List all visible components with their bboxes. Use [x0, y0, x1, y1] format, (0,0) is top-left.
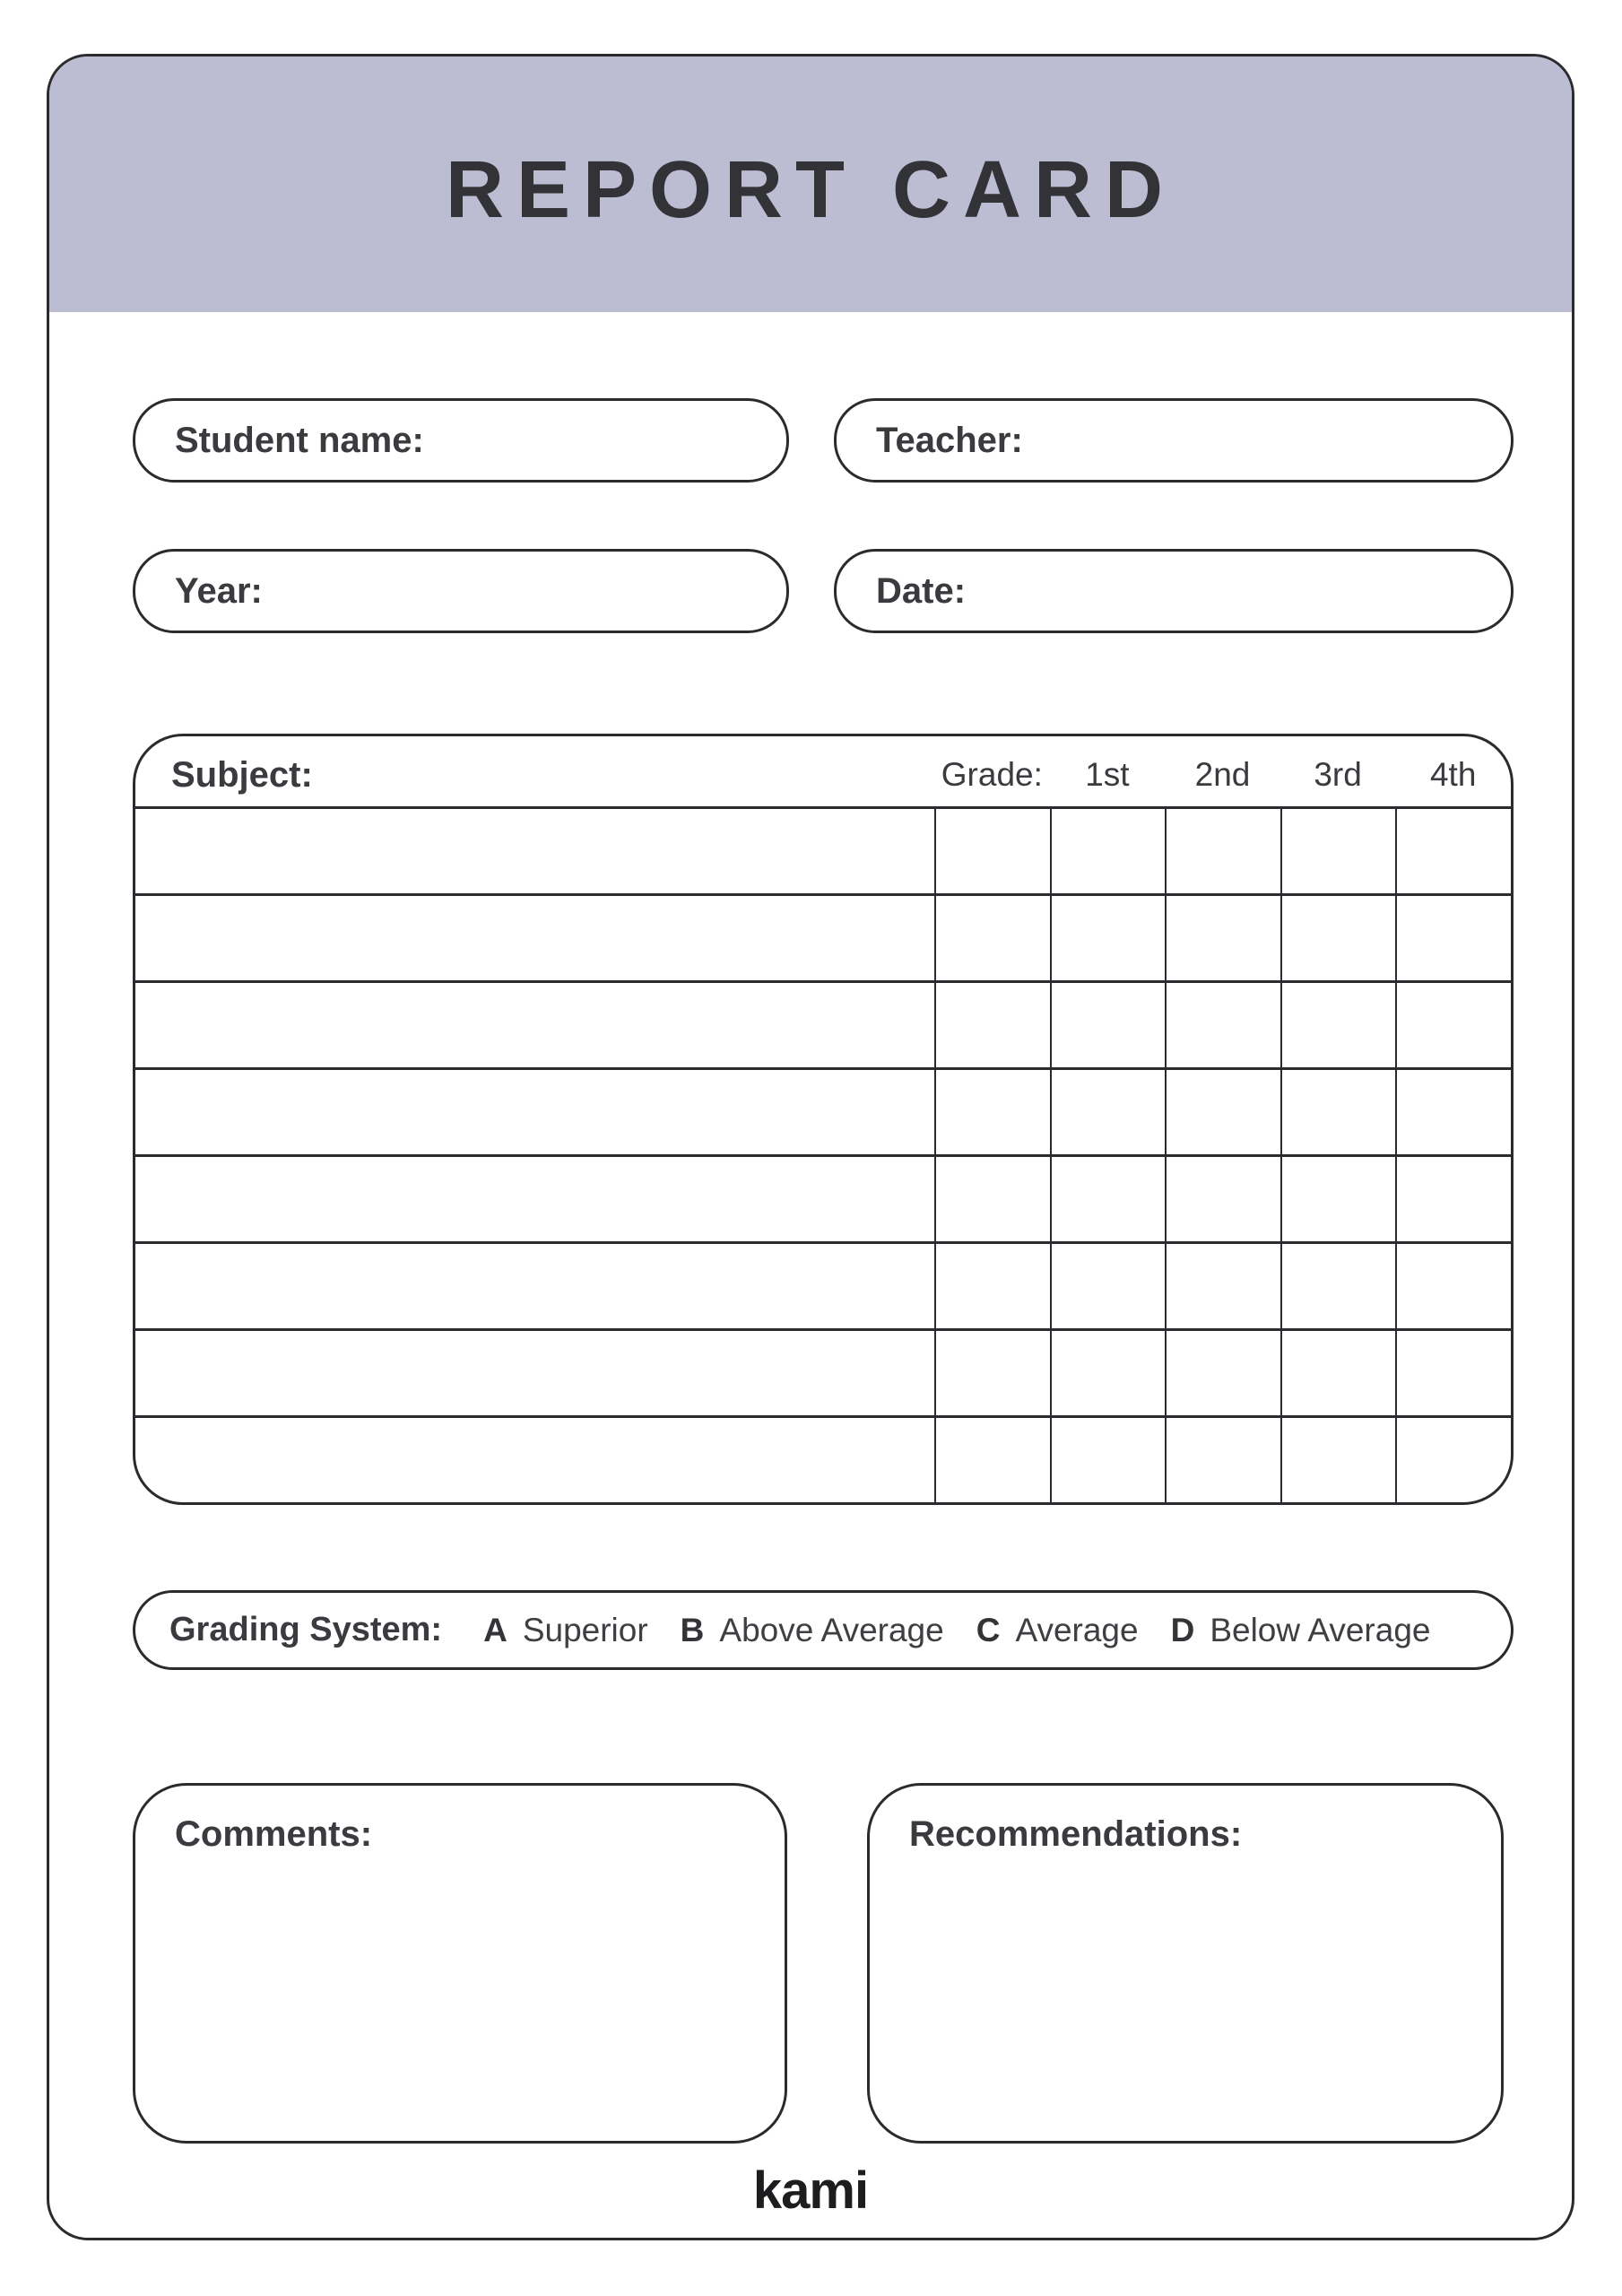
table-header-row — [135, 736, 1511, 806]
grading-system-bar — [133, 1590, 1514, 1670]
grade-cell[interactable] — [934, 1331, 1050, 1415]
comments-label: Comments: — [175, 1814, 373, 1854]
grade-cell[interactable] — [1280, 1331, 1396, 1415]
grade-cell[interactable] — [1165, 1244, 1280, 1328]
period-4th-header: 4th — [1429, 756, 1477, 793]
grade-letter-d: D — [1170, 1611, 1195, 1648]
grade-cell[interactable] — [934, 983, 1050, 1067]
grade-cell[interactable] — [934, 896, 1050, 980]
table-row — [135, 806, 1511, 893]
grade-cell[interactable] — [934, 809, 1050, 893]
report-card — [47, 54, 1574, 2240]
student-name-label: Student name: — [175, 420, 424, 460]
grade-cell[interactable] — [1165, 1070, 1280, 1154]
grade-cell[interactable] — [1395, 1244, 1511, 1328]
grade-cell[interactable] — [1050, 1418, 1166, 1502]
grade-meaning-d: Below Average — [1210, 1611, 1431, 1648]
grade-cell[interactable] — [1050, 809, 1166, 893]
grade-cell[interactable] — [1280, 1157, 1396, 1241]
grade-cell[interactable] — [1395, 983, 1511, 1067]
subject-column-header: Subject: — [171, 754, 313, 795]
grade-cell[interactable] — [1050, 1157, 1166, 1241]
date-field[interactable] — [834, 549, 1514, 633]
grade-cell[interactable] — [1280, 983, 1396, 1067]
table-row — [135, 893, 1511, 980]
grade-cell[interactable] — [1395, 809, 1511, 893]
grade-cell[interactable] — [1280, 1244, 1396, 1328]
grade-cell[interactable] — [1050, 896, 1166, 980]
grade-meaning-c: Average — [1015, 1611, 1139, 1648]
grade-cell[interactable] — [934, 1157, 1050, 1241]
subject-cell[interactable] — [135, 1244, 934, 1328]
date-label: Date: — [876, 570, 967, 611]
grade-cell[interactable] — [934, 1244, 1050, 1328]
period-2nd-header: 2nd — [1194, 756, 1251, 793]
grade-cell[interactable] — [1395, 896, 1511, 980]
grade-cell[interactable] — [1050, 1331, 1166, 1415]
grades-table — [133, 734, 1514, 1505]
subject-cell[interactable] — [135, 983, 934, 1067]
grading-item-a — [483, 1612, 648, 1649]
grade-cell[interactable] — [1280, 1070, 1396, 1154]
grade-cell[interactable] — [1050, 983, 1166, 1067]
grade-meaning-b: Above Average — [719, 1611, 944, 1648]
grade-cell[interactable] — [1395, 1070, 1511, 1154]
grade-cell[interactable] — [1050, 1244, 1166, 1328]
grading-item-b — [681, 1612, 944, 1649]
year-label: Year: — [175, 570, 263, 611]
grade-cell[interactable] — [1395, 1418, 1511, 1502]
grade-cell[interactable] — [1165, 1418, 1280, 1502]
subject-cell[interactable] — [135, 1418, 934, 1502]
grade-meaning-a: Superior — [522, 1611, 648, 1648]
subject-cell[interactable] — [135, 896, 934, 980]
table-row — [135, 1328, 1511, 1415]
grading-item-d — [1171, 1612, 1431, 1649]
grade-cell[interactable] — [1165, 809, 1280, 893]
recommendations-box[interactable] — [867, 1783, 1504, 2144]
grade-cell[interactable] — [934, 1418, 1050, 1502]
grade-cell[interactable] — [1165, 1157, 1280, 1241]
grade-cell[interactable] — [1280, 896, 1396, 980]
subject-cell[interactable] — [135, 1331, 934, 1415]
kami-logo: kami — [752, 2161, 869, 2220]
grade-cell[interactable] — [1165, 896, 1280, 980]
grade-cell[interactable] — [934, 1070, 1050, 1154]
student-name-field[interactable] — [133, 398, 789, 483]
grade-cell[interactable] — [1280, 1418, 1396, 1502]
grade-letter-a: A — [483, 1611, 507, 1648]
subject-cell[interactable] — [135, 1070, 934, 1154]
table-row — [135, 1067, 1511, 1154]
grade-cell[interactable] — [1280, 809, 1396, 893]
subject-cell[interactable] — [135, 809, 934, 893]
period-1st-header: 1st — [1085, 756, 1130, 793]
grade-letter-b: B — [680, 1611, 705, 1648]
table-row — [135, 980, 1511, 1067]
header-band — [49, 57, 1572, 312]
grading-system-label: Grading System: — [169, 1611, 443, 1648]
page-title: REPORT CARD — [445, 145, 1175, 235]
table-row — [135, 1241, 1511, 1328]
teacher-label: Teacher: — [876, 420, 1023, 460]
recommendations-label: Recommendations: — [909, 1814, 1243, 1854]
table-row — [135, 1154, 1511, 1241]
grade-column-header: Grade: — [941, 756, 1043, 793]
comments-box[interactable] — [133, 1783, 787, 2144]
grade-cell[interactable] — [1395, 1331, 1511, 1415]
table-row — [135, 1415, 1511, 1502]
grade-cell[interactable] — [1395, 1157, 1511, 1241]
grade-cell[interactable] — [1050, 1070, 1166, 1154]
period-3rd-header: 3rd — [1314, 756, 1362, 793]
grading-item-c — [976, 1612, 1139, 1649]
grade-cell[interactable] — [1165, 1331, 1280, 1415]
grade-cell[interactable] — [1165, 983, 1280, 1067]
grade-letter-c: C — [976, 1611, 1001, 1648]
year-field[interactable] — [133, 549, 789, 633]
subject-cell[interactable] — [135, 1157, 934, 1241]
teacher-field[interactable] — [834, 398, 1514, 483]
